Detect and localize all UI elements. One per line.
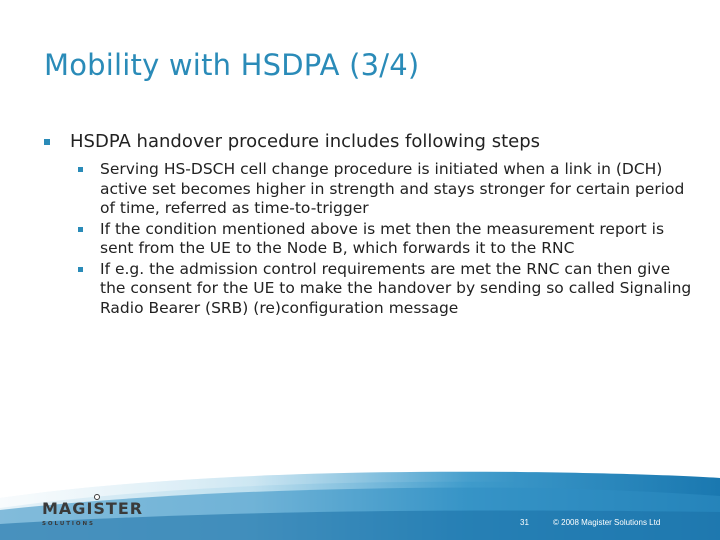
square-bullet-icon [78,267,83,272]
footer-band [0,468,720,540]
sub-bullet-item [76,220,700,259]
sub-bullet-list [76,160,694,318]
sub-bullet-text: If the condition mentioned above is met then the measurement report is sent from the UE to the Node B, which forwards it to the RNC [100,219,665,257]
square-bullet-icon [78,227,83,232]
main-bullet-text: HSDPA handover procedure includes following steps [70,131,541,152]
main-bullet-item [44,130,694,154]
sub-bullet-text: If e.g. the admission control requirements are met the RNC can then give the consent for the UE to make the handover by sending so called Signaling Radio Bearer (SRB) (re)configuration message [100,259,692,317]
sub-bullet-item [76,160,700,219]
sub-bullet-text: Serving HS-DSCH cell change procedure is initiated when a link in (DCH) active set becomes higher in strength and stays stronger for certain period of time, referred as time-to-trigger [100,160,685,217]
slide-title: Mobility with HSDPA (3/4) [44,48,420,82]
slide-content [44,130,694,319]
square-bullet-icon [78,167,83,172]
logo-mark [40,494,170,528]
sub-bullet-item [76,260,700,319]
square-bullet-icon [44,139,50,145]
page-number: 31 [520,518,529,527]
logo-subtext: S O L U T I O N S [42,521,93,527]
copyright-text: © 2008 Magister Solutions Ltd [553,518,661,527]
logo-text: MAGISTER [42,499,144,518]
